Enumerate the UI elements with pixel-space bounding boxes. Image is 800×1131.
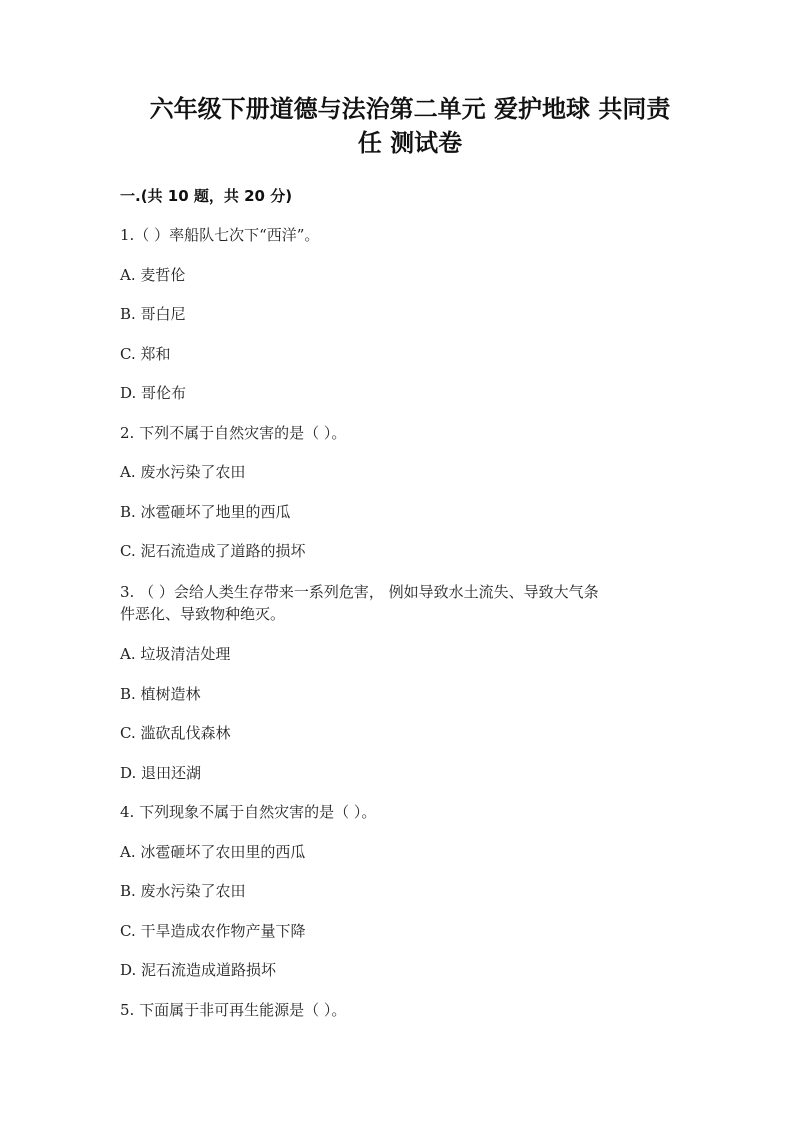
title-line-1: 六年级下册道德与法治第二单元 爱护地球 共同责 xyxy=(149,95,671,123)
question-3-stem-line-1: 3. （ ）会给人类生存带来一系列危害， 例如导致水土流失、导致大气条 xyxy=(120,582,599,601)
question-1-stem: 1.（ ）率船队七次下“西洋”。 xyxy=(120,226,320,244)
question-1-option-c: C. 郑和 xyxy=(120,344,171,363)
question-2-option-c: C. 泥石流造成了道路的损坏 xyxy=(120,542,306,560)
question-4-option-c: C. 干旱造成农作物产量下降 xyxy=(120,921,306,940)
question-4-option-d: D. 泥石流造成道路损坏 xyxy=(120,961,277,979)
question-1-option-d: D. 哥伦布 xyxy=(120,384,187,402)
question-2-option-b: B. 冰雹砸坏了地里的西瓜 xyxy=(120,502,291,521)
title-line-2: 任 测试卷 xyxy=(357,129,463,157)
question-2-stem: 2. 下列不属于自然灾害的是（ ）。 xyxy=(120,423,347,442)
section-heading: 一.(共 10 题，共 20 分) xyxy=(120,187,293,205)
question-3-option-d: D. 退田还湖 xyxy=(120,763,202,782)
question-1-option-b: B. 哥白尼 xyxy=(120,305,186,323)
question-3-option-a: A. 垃圾清洁处理 xyxy=(120,645,231,663)
page-title xyxy=(120,92,700,160)
question-3-stem xyxy=(120,581,700,625)
question-list xyxy=(120,225,700,1020)
question-3-option-b: B. 植树造林 xyxy=(120,684,201,703)
question-2-option-a: A. 废水污染了农田 xyxy=(120,463,246,481)
question-5-stem: 5. 下面属于非可再生能源是（ ）。 xyxy=(120,1000,347,1019)
question-3-stem-line-2: 件恶化、导致物种绝灭。 xyxy=(120,604,286,623)
question-4-option-a: A. 冰雹砸坏了农田里的西瓜 xyxy=(120,842,306,861)
question-3-option-c: C. 滥砍乱伐森林 xyxy=(120,724,231,742)
question-4-option-b: B. 废水污染了农田 xyxy=(120,882,246,900)
question-4-stem: 4. 下列现象不属于自然灾害的是（ ）。 xyxy=(120,803,377,821)
question-1-option-a: A. 麦哲伦 xyxy=(120,265,186,284)
